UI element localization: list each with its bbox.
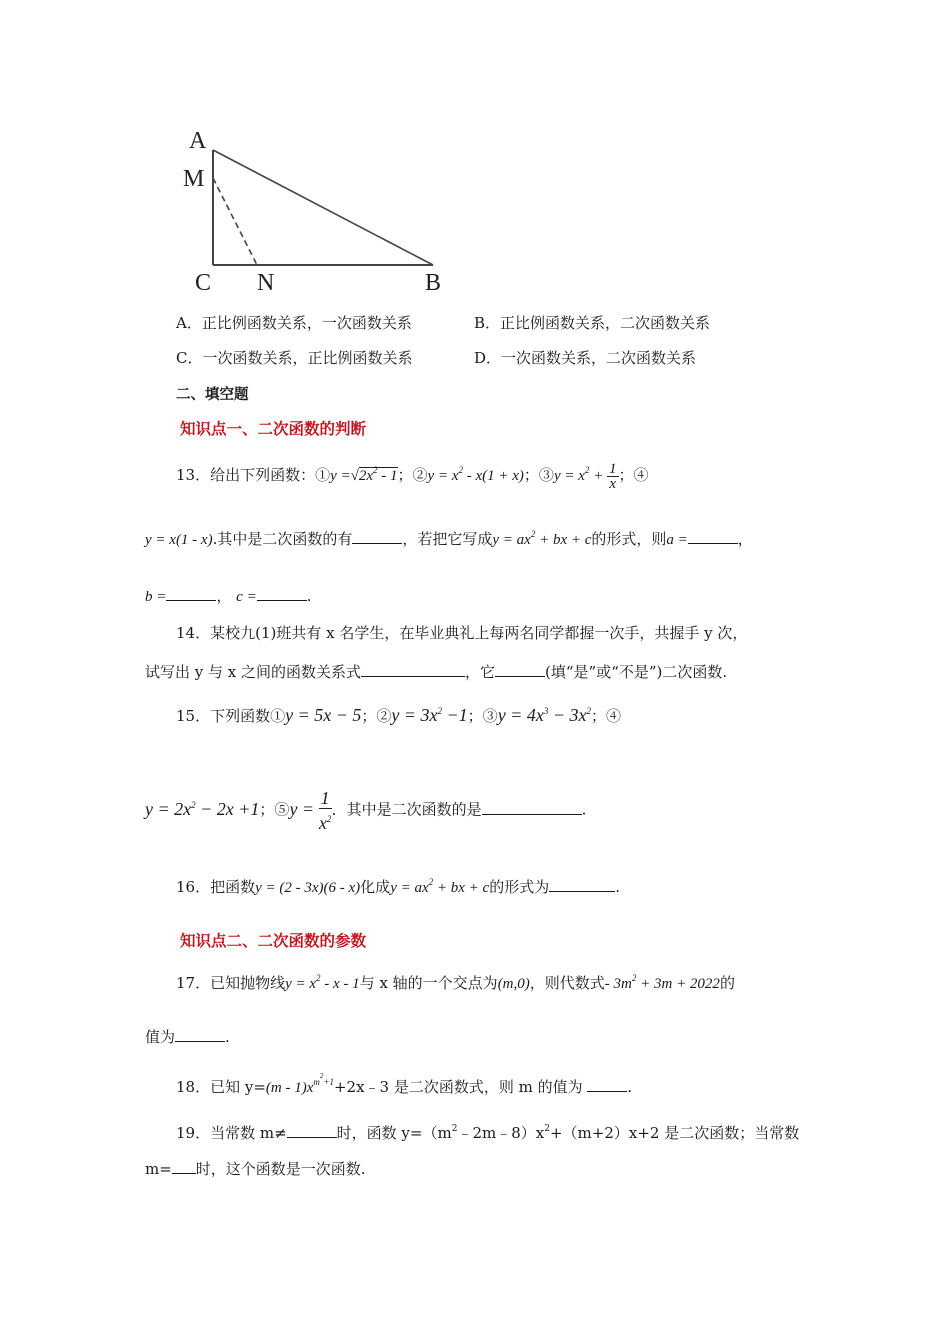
- q15-sep: ；②: [361, 707, 392, 725]
- period: .: [627, 1078, 633, 1096]
- q13-f1: $y =√2x^2 - 1$: [330, 464, 398, 484]
- comma: ，: [737, 530, 753, 548]
- period: .: [306, 587, 312, 605]
- q17-intro: 17．已知抛物线: [176, 974, 286, 992]
- q17-mid2: ，则代数式: [529, 974, 605, 992]
- q18-mid: +2x﹣3 是二次函数式，则 m 的值为: [333, 1078, 583, 1096]
- q19-text-b: 时，函数 y=（m: [336, 1124, 452, 1142]
- question-14-line2: [145, 661, 727, 682]
- q17-expr: - $3m^2 + 3m + 2022$: [604, 973, 720, 992]
- blank[interactable]: [587, 1077, 627, 1092]
- label-C: C: [195, 270, 212, 296]
- q16-end: 的形式为: [489, 878, 550, 896]
- blank[interactable]: [549, 877, 615, 892]
- blank[interactable]: [688, 529, 738, 544]
- comma: ，: [216, 587, 232, 605]
- period: .: [615, 878, 620, 896]
- q13-intro: 13．给出下列函数：①: [176, 465, 331, 484]
- q15-f4: $y = 2x^2 - 2x +1$: [145, 798, 260, 819]
- option-d: D．一次函数关系，二次函数关系: [474, 349, 697, 367]
- blank[interactable]: [166, 586, 216, 601]
- option-a: A．正比例函数关系，一次函数关系: [176, 314, 412, 332]
- question-15-line1: [176, 705, 621, 726]
- label-M: M: [183, 166, 205, 192]
- q13-b: b =: [145, 589, 167, 605]
- q19-text-a: 19．当常数 m≠: [176, 1124, 287, 1142]
- period: .: [581, 800, 587, 819]
- q14-text-a: 试写出 y 与 x 之间的函数关系式: [145, 663, 362, 681]
- side-AB: [213, 150, 433, 265]
- question-17-line2: [145, 1026, 230, 1047]
- q17-mid: 与 x 轴的一个交点为: [359, 974, 498, 992]
- question-13-line2: [145, 528, 753, 549]
- q18-intro: 18．已知 y=: [176, 1078, 266, 1096]
- q15-end: ．其中是二次函数的是: [331, 800, 482, 819]
- q16-f1: y = (2 - 3x)(6 - x): [255, 880, 361, 896]
- q17-line2: 值为: [145, 1028, 176, 1046]
- q15-f2: $y = 3x^2 -1$: [391, 705, 468, 725]
- question-13-line1: [176, 462, 649, 491]
- option-c: C．一次函数关系，正比例函数关系: [176, 349, 413, 367]
- question-15-line2: [145, 788, 586, 833]
- q16-general-form: $y = ax^2$ + bx + c: [390, 877, 490, 896]
- q19-text-e: m=: [145, 1160, 172, 1178]
- q17-point: (m,0): [497, 976, 530, 992]
- knowledge-point-1: 知识点一、二次函数的判断: [180, 420, 367, 438]
- blank[interactable]: [287, 1123, 337, 1138]
- q13-general-form: $y = ax^2$ + bx + c: [492, 529, 592, 548]
- q13-c: c =: [236, 589, 257, 605]
- q19-text-f: 时，这个函数是一次函数.: [195, 1160, 366, 1178]
- q17-f1: $y = x^2 - x - 1$: [285, 973, 360, 992]
- q15-sep4: ；⑤: [259, 800, 290, 819]
- q19-text-d: +（m+2）x+2 是二次函数；当常数: [549, 1124, 800, 1142]
- q14-text-c: (填“是”或“不是”)二次函数.: [545, 663, 728, 681]
- q13-sep2: ；③: [523, 465, 554, 484]
- q15-f3: $y = 4x^3 - 3x^2$: [497, 705, 591, 725]
- question-16: [176, 876, 620, 897]
- blank[interactable]: [482, 800, 582, 815]
- segment-MN: [213, 178, 257, 265]
- q13-mid2: ，若把它写成: [402, 530, 493, 548]
- blank[interactable]: [495, 662, 545, 677]
- question-19-line2: [145, 1158, 366, 1179]
- q13-f2: $y = x^2 - x(1 + x)$: [427, 464, 524, 484]
- triangle-figure: [175, 120, 465, 300]
- knowledge-point-2: 知识点二、二次函数的参数: [180, 932, 367, 950]
- q16-mid: 化成: [360, 878, 391, 896]
- q13-mid3: 的形式，则: [591, 530, 667, 548]
- q15-sep3: ；④: [590, 707, 621, 725]
- q15-f1: y = 5x − 5: [285, 705, 362, 725]
- blank[interactable]: [352, 529, 402, 544]
- q15-intro: 15．下列函数①: [176, 707, 286, 725]
- period: .: [225, 1028, 230, 1046]
- q15-f5: y = $\frac{1}{x^2}$: [289, 788, 332, 833]
- q13-f4: y = x(1 - x): [145, 532, 213, 548]
- q14-text-b: ，它: [465, 663, 496, 681]
- label-A: A: [189, 128, 207, 154]
- q13-f3: $y = x^2$ + $\frac{1}{x}$: [553, 461, 617, 492]
- blank[interactable]: [257, 586, 307, 601]
- q13-mid1: .其中是二次函数的有: [212, 530, 353, 548]
- q19-text-c: ﹣2m﹣8）x: [457, 1124, 545, 1142]
- question-13-line3: [145, 585, 311, 606]
- blank[interactable]: [172, 1159, 196, 1174]
- label-B: B: [425, 270, 442, 296]
- q17-end: 的: [719, 974, 735, 992]
- question-17-line1: [176, 972, 735, 993]
- question-18: [176, 1072, 632, 1097]
- option-b: B．正比例函数关系，二次函数关系: [474, 314, 711, 332]
- question-14-line1: 14．某校九(1)班共有 x 名学生，在毕业典礼上每两名同学都握一次手，共握手 y 次，: [176, 624, 748, 642]
- q13-sep3: ；④: [618, 465, 649, 484]
- q15-sep2: ；③: [467, 707, 498, 725]
- question-19-line1: 19．当常数 m≠ 时，函数 $y=(m^2﹣2m﹣8)x^2+(m+2)x+2$ 是二次函数；当常数: [176, 1124, 800, 1142]
- q16-intro: 16．把函数: [176, 878, 256, 896]
- blank[interactable]: [361, 662, 465, 677]
- q13-sep1: ；②: [397, 465, 428, 484]
- label-N: N: [257, 270, 275, 296]
- blank[interactable]: [175, 1027, 225, 1042]
- q18-f1: $(m - 1)x^{m^2+1}$: [265, 1072, 334, 1096]
- section-title: 二、填空题: [176, 387, 249, 403]
- q13-a: a =: [666, 532, 688, 548]
